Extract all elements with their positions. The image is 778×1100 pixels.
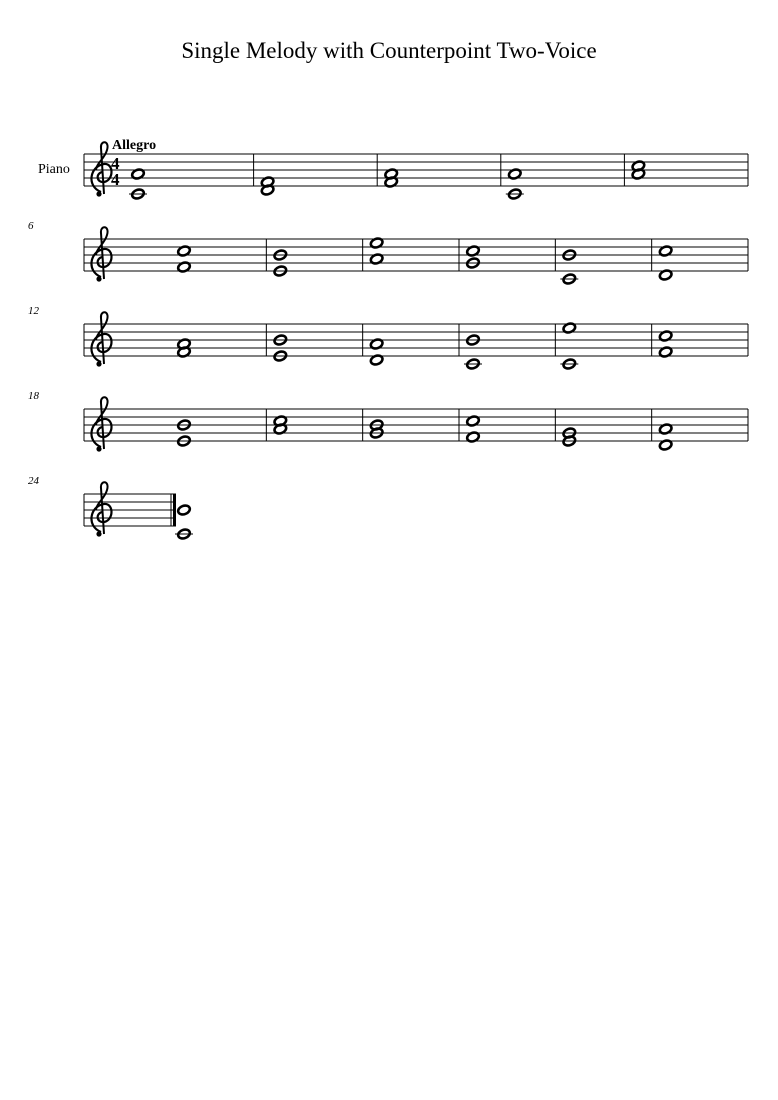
treble-clef-icon (91, 312, 111, 366)
measure (177, 239, 266, 273)
staff-system (28, 390, 748, 452)
score-title: Single Melody with Counterpoint Two-Voice (181, 38, 597, 63)
measure (370, 237, 459, 271)
measure-number: 12 (28, 305, 39, 317)
staff-system (28, 305, 748, 370)
treble-clef-icon (91, 227, 111, 281)
treble-clef-icon (91, 397, 111, 451)
final-barline-thick (173, 494, 176, 526)
instrument-name: Piano (38, 162, 70, 177)
whole-note (177, 504, 191, 516)
measure (560, 322, 651, 370)
measure (560, 239, 651, 285)
treble-clef-icon (91, 142, 111, 196)
treble-clef-icon (91, 482, 111, 536)
measure (384, 154, 501, 188)
time-signature-denominator: 4 (111, 170, 120, 189)
measure (177, 324, 266, 358)
measure-number: 6 (28, 220, 34, 232)
staff-system (28, 475, 193, 540)
measure (129, 154, 254, 200)
tempo-marking: Allegro (112, 138, 157, 153)
measure (659, 239, 748, 281)
time-signature-numerator: 4 (111, 154, 120, 173)
measure (261, 154, 378, 196)
measure (466, 409, 555, 443)
staff-system (38, 138, 748, 200)
measure (506, 154, 625, 200)
staff-system (28, 220, 748, 285)
measure (464, 324, 555, 370)
measure (370, 324, 459, 366)
measure-number: 24 (28, 475, 39, 487)
measure (171, 494, 193, 540)
measure (659, 409, 748, 451)
measure (659, 324, 748, 358)
measure-number: 18 (28, 390, 39, 402)
